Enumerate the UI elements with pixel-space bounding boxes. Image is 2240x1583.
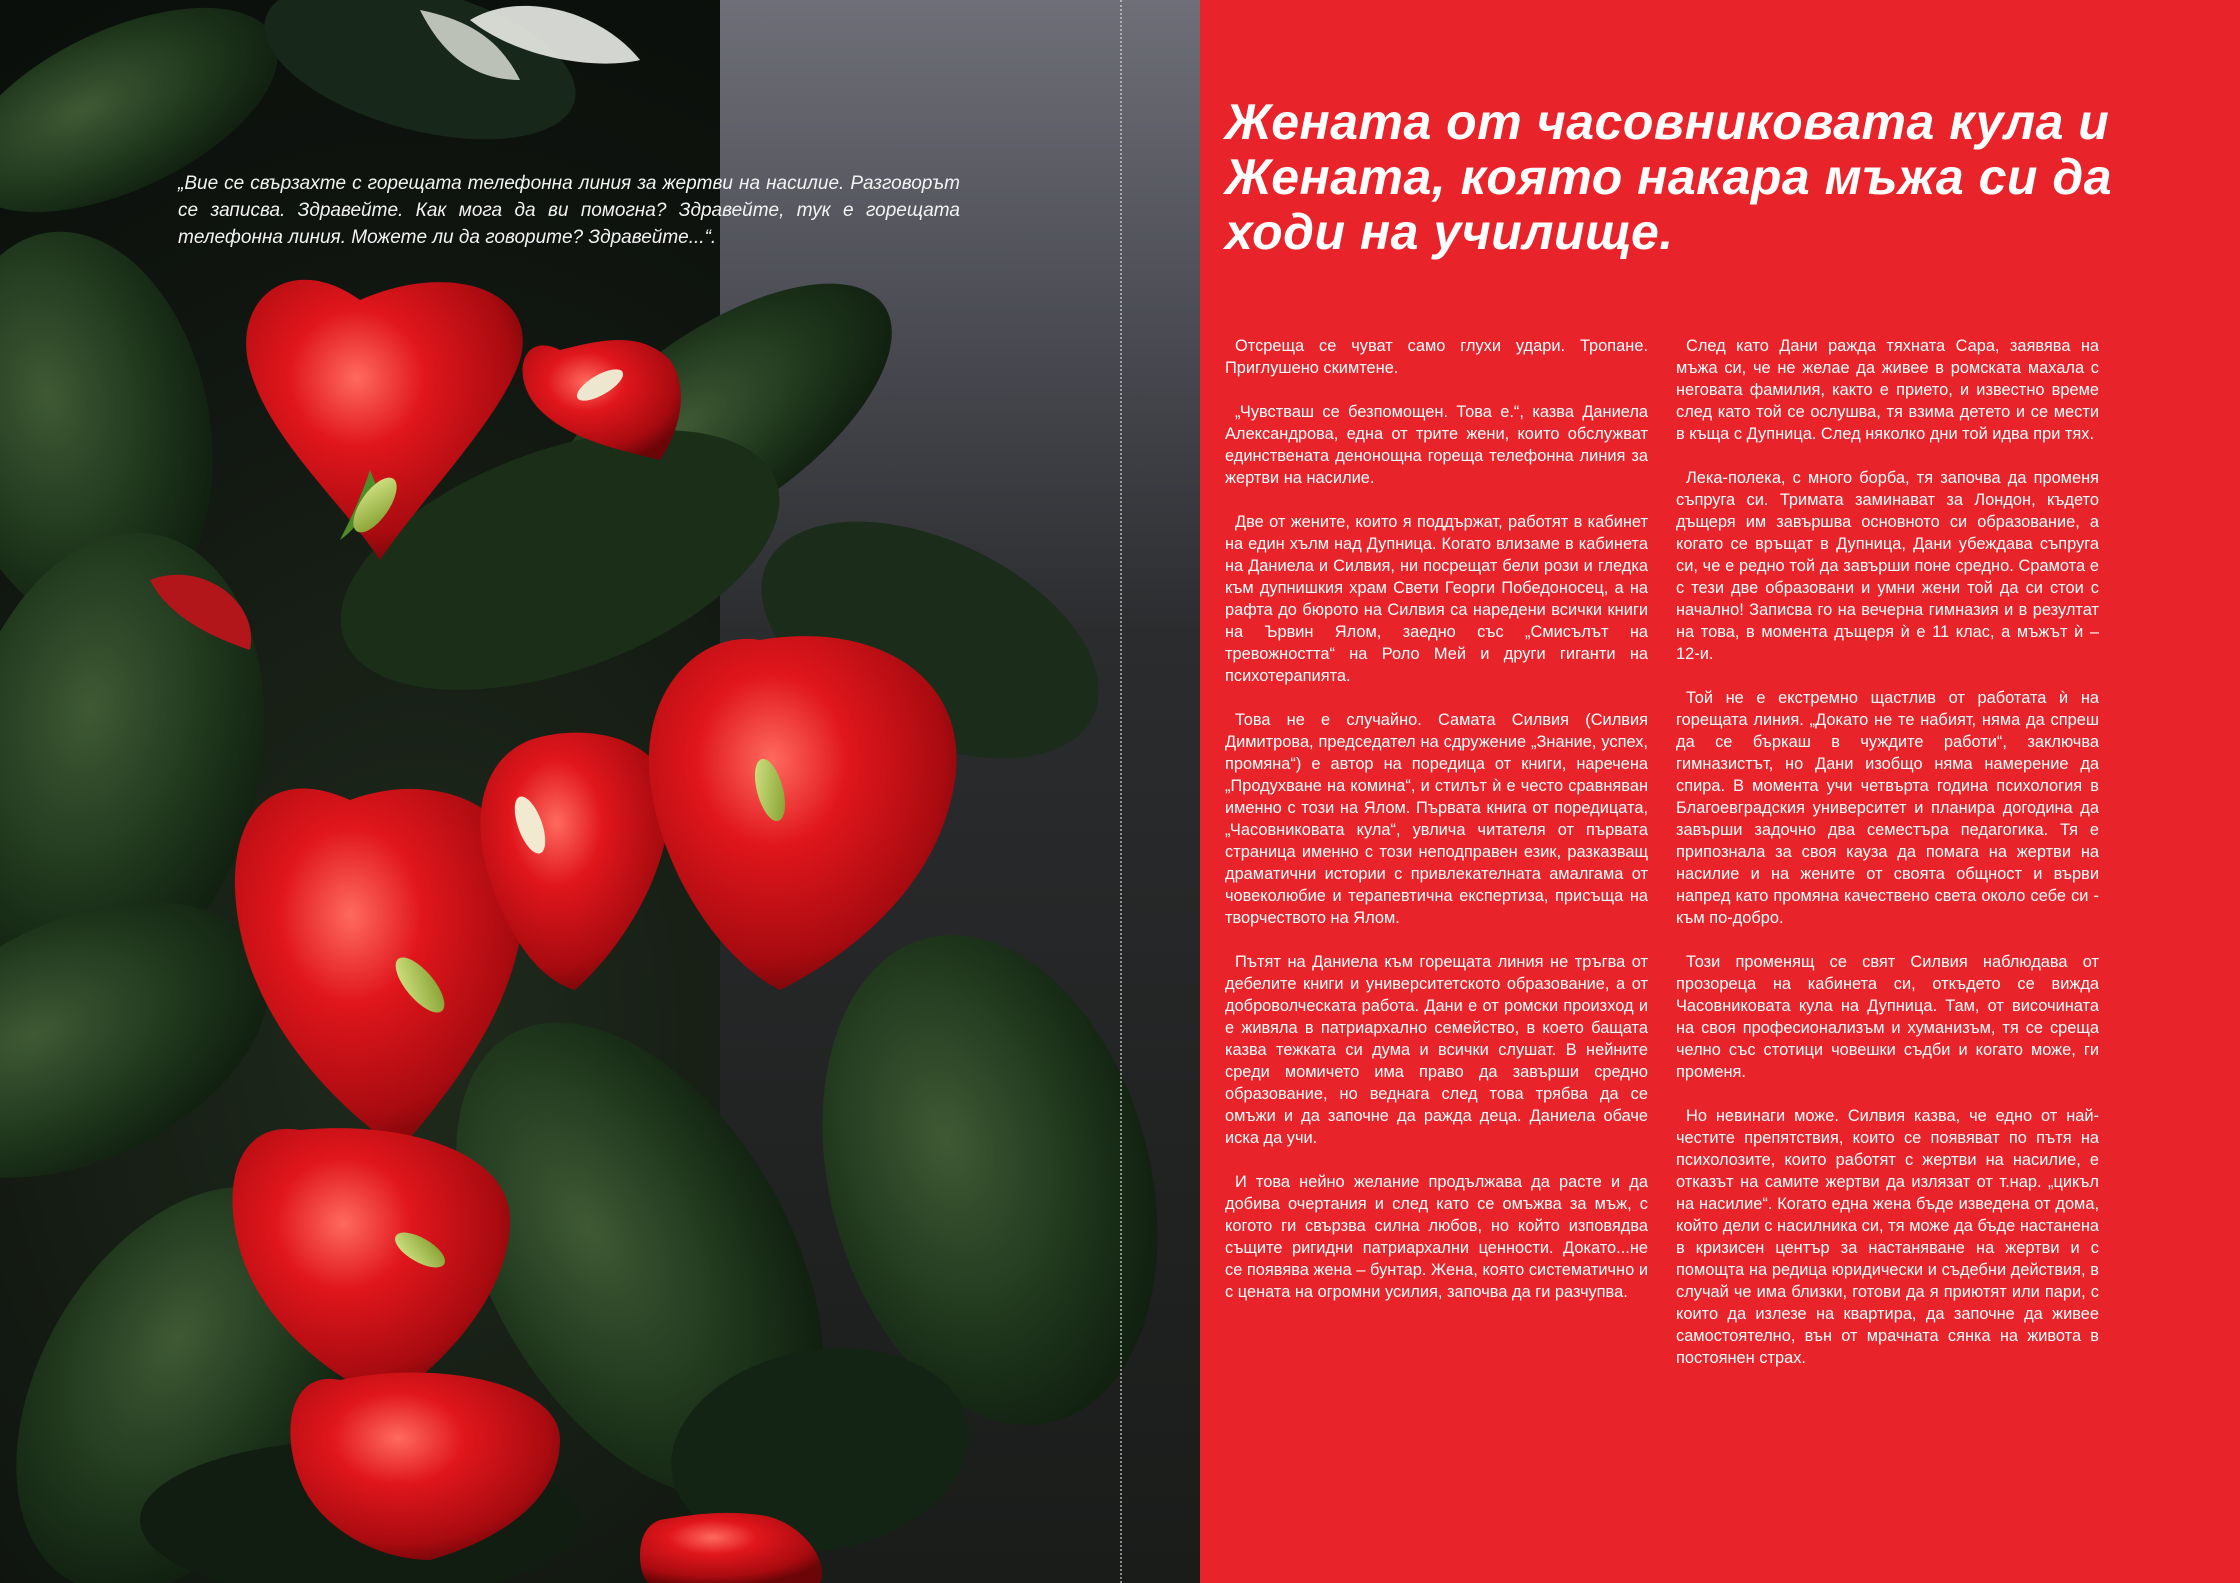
page-fold-guide bbox=[1120, 0, 1122, 1583]
pull-quote: „Вие се свързахте с горещата телефонна линия за жертви на насилие. Разговорът се записва. Здравейте. Как мога да ви помогна? Здравейте, тук е горещата телефонна линия. Можете ли да говорите? Здравейте...“. bbox=[178, 173, 960, 248]
paragraph: След като Дани ражда тяхната Сара, заявява на мъжа си, че не желае да живее в ромската махала с неговата фамилия, както е прието, и известно време след като той се ослушва, тя взима детето и се мести в къща с Дупница. След няколко дни той идва при тях. bbox=[1676, 337, 2099, 443]
paragraph: Пътят на Даниела към горещата линия не тръгва от дебелите книги и университетското образование, а от доброволческата работа. Дани е от ромски произход и е живяла в патриархално семейство, в което бащата казва тежката си дума и всички слушат. В нейните среди момичето има право да завърши средно образование, но веднага след това трябва да се омъжи и да започне да ражда деца. Даниела обаче иска да учи. bbox=[1225, 953, 1648, 1147]
paragraph: Това не е случайно. Самата Силвия (Силвия Димитрова, председател на сдружение „Знание, успех, промяна“) е автор на поредица от книги, наречена „Продухване на комина“, и стилът ѝ е често сравняван именно с този на Ялом. Първата книга от поредицата, „Часовниковата кула“, увлича читателя от първата страница именно с този неподправен език, разказващ драматични истории с привлекателната амалгама от човеколюбие и терапевтична експертиза, присъща на творчеството на Ялом. bbox=[1225, 711, 1648, 927]
article-headline: Жената от часовниковата кула и Жената, която накара мъжа си да ходи на училище. bbox=[1225, 94, 2113, 260]
paragraph: Но невинаги може. Силвия казва, че едно от най-честите препятствия, които се появяват по пътя на психолозите, които работят с жертви на насилие, е отказът на самите жертви да излязат от т.нар. „цикъл на насилие“. Когато една жена бъде изведена от дома, който дели с насилника си, тя може да бъде настанена в кризисен център за настаняване на жертви и с помощта на редица юридически и съдебни действия, в случай че има близки, готови да я приютят или пари, с които да излезе на квартира, да започне да живее самостоятелно, вън от мрачната сянка на живота в постоянен страх. bbox=[1676, 1107, 2099, 1367]
paragraph: „Чувстваш се безпомощен. Това е.“, казва Даниела Александрова, една от трите жени, които обслужват единствената денонощна гореща телефонна линия за жертви на насилие. bbox=[1225, 403, 1648, 487]
paragraph: Отсреща се чуват само глухи удари. Тропане. Приглушено скимтене. bbox=[1225, 337, 1648, 377]
paragraph: Две от жените, които я поддържат, работят в кабинет на един хълм над Дупница. Когато влизаме в кабинета на Даниела и Силвия, ни посрещат бели рози и гледка към дупнишкия храм Свети Георги Победоносец, а на рафта до бюрото на Силвия са наредени всички книги на Ървин Ялом, заедно със „Смисълът на тревожността“ на Роло Мей и други гиганти на психотерапията. bbox=[1225, 513, 1648, 685]
article-page bbox=[1200, 0, 2240, 1583]
article-column-right bbox=[1676, 335, 2099, 1391]
paragraph: Лека-полека, с много борба, тя започва да променя съпруга си. Тримата заминават за Лондон, където дъщеря им завършва основното си образование, а когато се връщат в Дупница, Дани убеждава съпруга си, че е редно той да завърши поне средно. Срамота е с тези две образовани и умни жени той да си стои с начално! Записва го на вечерна гимназия и в резултат на това, в момента дъщеря ѝ е 11 клас, а мъжът ѝ – 12-и. bbox=[1676, 469, 2099, 663]
paragraph: Този променящ се свят Силвия наблюдава от прозореца на кабинета си, откъдето се вижда Часовниковата кула на Дупница. Там, от височината на своя професионализъм и хуманизъм, тя се среща челно със стотици човешки съдби и когато може, ги променя. bbox=[1676, 953, 2099, 1081]
paragraph: Той не е екстремно щастлив от работата ѝ на горещата линия. „Докато не те набият, няма да спреш да се бъркаш в чуждите работи“, заключва гимназистът, но Дани изобщо няма намерение да спира. В момента учи четвърта година психология в Благоевградския университет и планира догодина да завърши задочно два семестъра педагогика. Тя е припознала за своя кауза да помага на жертви на насилие и на жените от своята общност и върви напред като промяна качествено света около себе си - към по-добро. bbox=[1676, 689, 2099, 927]
article-column-left bbox=[1225, 335, 1648, 1325]
paragraph: И това нейно желание продължава да расте и да добива очертания и след като се омъжва за мъж, с когото ги свързва силна любов, но който изповядва същите ригидни патриархални ценности. Докато...не се появява жена – бунтар. Жена, която систематично и с цената на огромни усилия, започва да ги разчупва. bbox=[1225, 1173, 1648, 1301]
